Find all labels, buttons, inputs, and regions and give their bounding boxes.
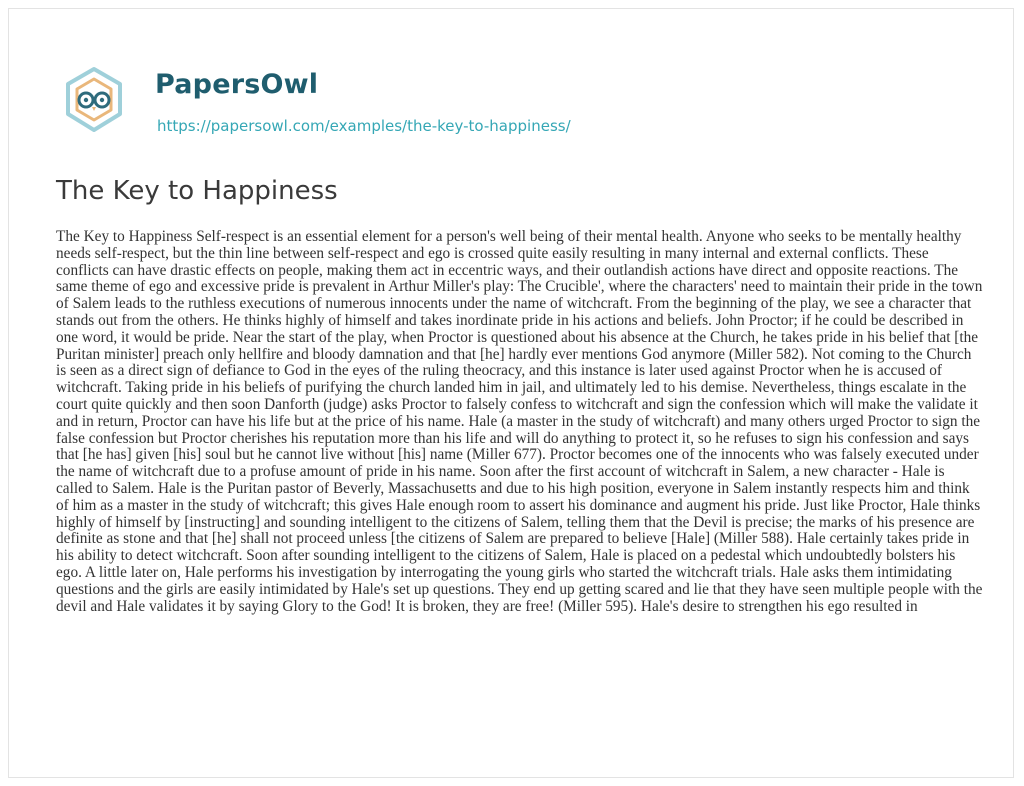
owl-logo-icon [59,65,129,135]
essay-title: The Key to Happiness [56,176,338,206]
document-header [49,49,989,139]
source-url-link[interactable]: https://papersowl.com/examples/the-key-to-happiness/ [157,117,571,135]
brand-name: PapersOwl [155,69,319,100]
document-frame [8,8,1014,778]
essay-body: The Key to Happiness Self-respect is an essential element for a person's well being of their mental health. Anyone who seeks to be mentally healthy needs self-respect, but the thin line between self-respect and ego is crossed quite easily resulting in many internal and external conflicts. These conflicts can have drastic effects on people, making them act in eccentric ways, and their outlandish actions have direct and opposite reactions. The same theme of ego and excessive pride is prevalent in Arthur Miller's play: The Crucible', where the characters' need to maintain their pride in the town of Salem leads to the ruthless executions of numerous innocents under the name of witchcraft. From the beginning of the play, we see a character that stands out from the others. He thinks highly of himself and takes inordinate pride in his actions and beliefs. John Proctor; if he could be described in one word, it would be pride. Near the start of the play, when Proctor is questioned about his absence at the Church, he takes pride in his belief that [the Puritan minister] preach only hellfire and bloody damnation and that [he] hardly ever mentions God anymore (Miller 582). Not coming to the Church is seen as a direct sign of defiance to God in the eyes of the ruling theocracy, and this instance is later used against Proctor when he is accused of witchcraft. Taking pride in his beliefs of purifying the church landed him in jail, and ultimately led to his demise. Nevertheless, things escalate in the court quite quickly and then soon Danforth (judge) asks Proctor to falsely confess to witchcraft and sign the confession which will make the validate it and in return, Proctor can have his life but at the price of his name. Hale (a master in the study of witchcraft) and many others urged Proctor to sign the false confession but Proctor cherishes his reputation more than his life and will do anything to protect it, so he refuses to sign his confession and says that [he has] given [his] soul but he cannot live without [his] name (Miller 677). Proctor becomes one of the innocents who was falsely executed under the name of witchcraft due to a profuse amount of pride in his name. Soon after the first account of witchcraft in Salem, a new character - Hale is called to Salem. Hale is the Puritan pastor of Beverly, Massachusetts and due to his high position, everyone in Salem instantly respects him and think of him as a master in the study of witchcraft; this gives Hale enough room to assert his dominance and augment his pride. Just like Proctor, Hale thinks highly of himself by [instructing] and sounding intelligent to the citizens of Salem, telling them that the Devil is precise; the marks of his presence are definite as stone and that [he] shall not proceed unless [the citizens of Salem are prepared to believe [Hale] (Miller 588). Hale certainly takes pride in his ability to detect witchcraft. Soon after sounding intelligent to the citizens of Salem, Hale is placed on a pedestal which undoubtedly bolsters his ego. A little later on, Hale performs his investigation by interrogating the young girls who started the witchcraft trials. Hale asks them intimidating questions and the girls are easily intimidated by Hale's set up questions. They end up getting scared and lie that they have seen multiple people with the devil and Hale validates it by saying Glory to the God! It is broken, they are free! (Miller 595). Hale's desire to strengthen his ego resulted in [56,228,983,615]
